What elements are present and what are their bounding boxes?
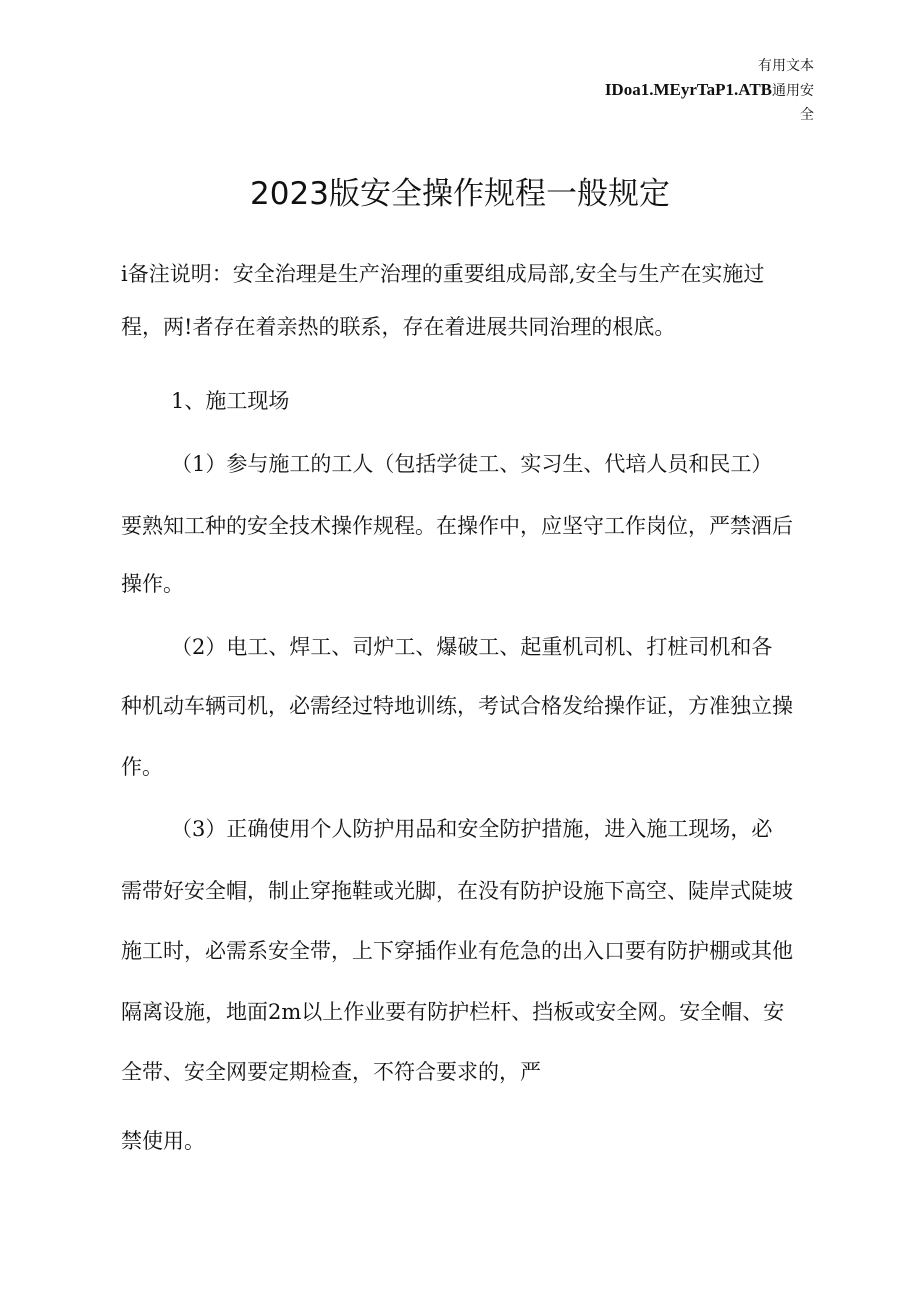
page-header	[605, 54, 814, 127]
document-title: 2023版安全操作规程一般规定	[250, 176, 670, 212]
item3-line-6: 禁使用。	[121, 1129, 205, 1153]
item2-line-1: （2）电工、焊工、司炉工、爆破工、起重机司机、打桩司机和各	[171, 635, 773, 659]
intro-line-1: i备注说明：安全治理是生产治理的重要组成局部,安全与生产在实施过	[121, 262, 765, 286]
item3-line-4: 隔离设施，地面2m以上作业要有防护栏杆、挡板或安全网。安全帽、安	[121, 1000, 785, 1024]
item3-line-2: 需带好安全帽，制止穿拖鞋或光脚，在没有防护设施下高空、陡岸式陡坡	[121, 879, 793, 903]
item1-line-3: 操作。	[121, 572, 184, 596]
item2-line-3: 作。	[121, 755, 163, 779]
item1-line-1: （1）参与施工的工人（包括学徒工、实习生、代培人员和民工）	[171, 452, 773, 476]
header-code-tail: 通用安	[772, 83, 814, 99]
section-heading: 1、施工现场	[171, 389, 290, 413]
item1-line-2: 要熟知工种的安全技术操作规程。在操作中，应坚守工作岗位，严禁酒后	[121, 514, 793, 538]
header-code-line	[605, 78, 814, 103]
header-code: IDoa1.MEyrTaP1.ATB	[604, 80, 772, 99]
intro-line-2: 程，两!者存在着亲热的联系，存在着进展共同治理的根底。	[121, 315, 676, 339]
header-label: 有用文本	[758, 58, 814, 74]
item3-line-3: 施工时，必需系安全带，上下穿插作业有危急的出入口要有防护棚或其他	[121, 939, 793, 963]
header-tail-line: 全	[800, 107, 814, 123]
item3-line-1: （3）正确使用个人防护用品和安全防护措施，进入施工现场，必	[171, 817, 773, 841]
item3-line-5: 全带、安全网要定期检查，不符合要求的，严	[121, 1060, 541, 1084]
item2-line-2: 种机动车辆司机，必需经过特地训练，考试合格发给操作证，方准独立操	[121, 694, 793, 718]
